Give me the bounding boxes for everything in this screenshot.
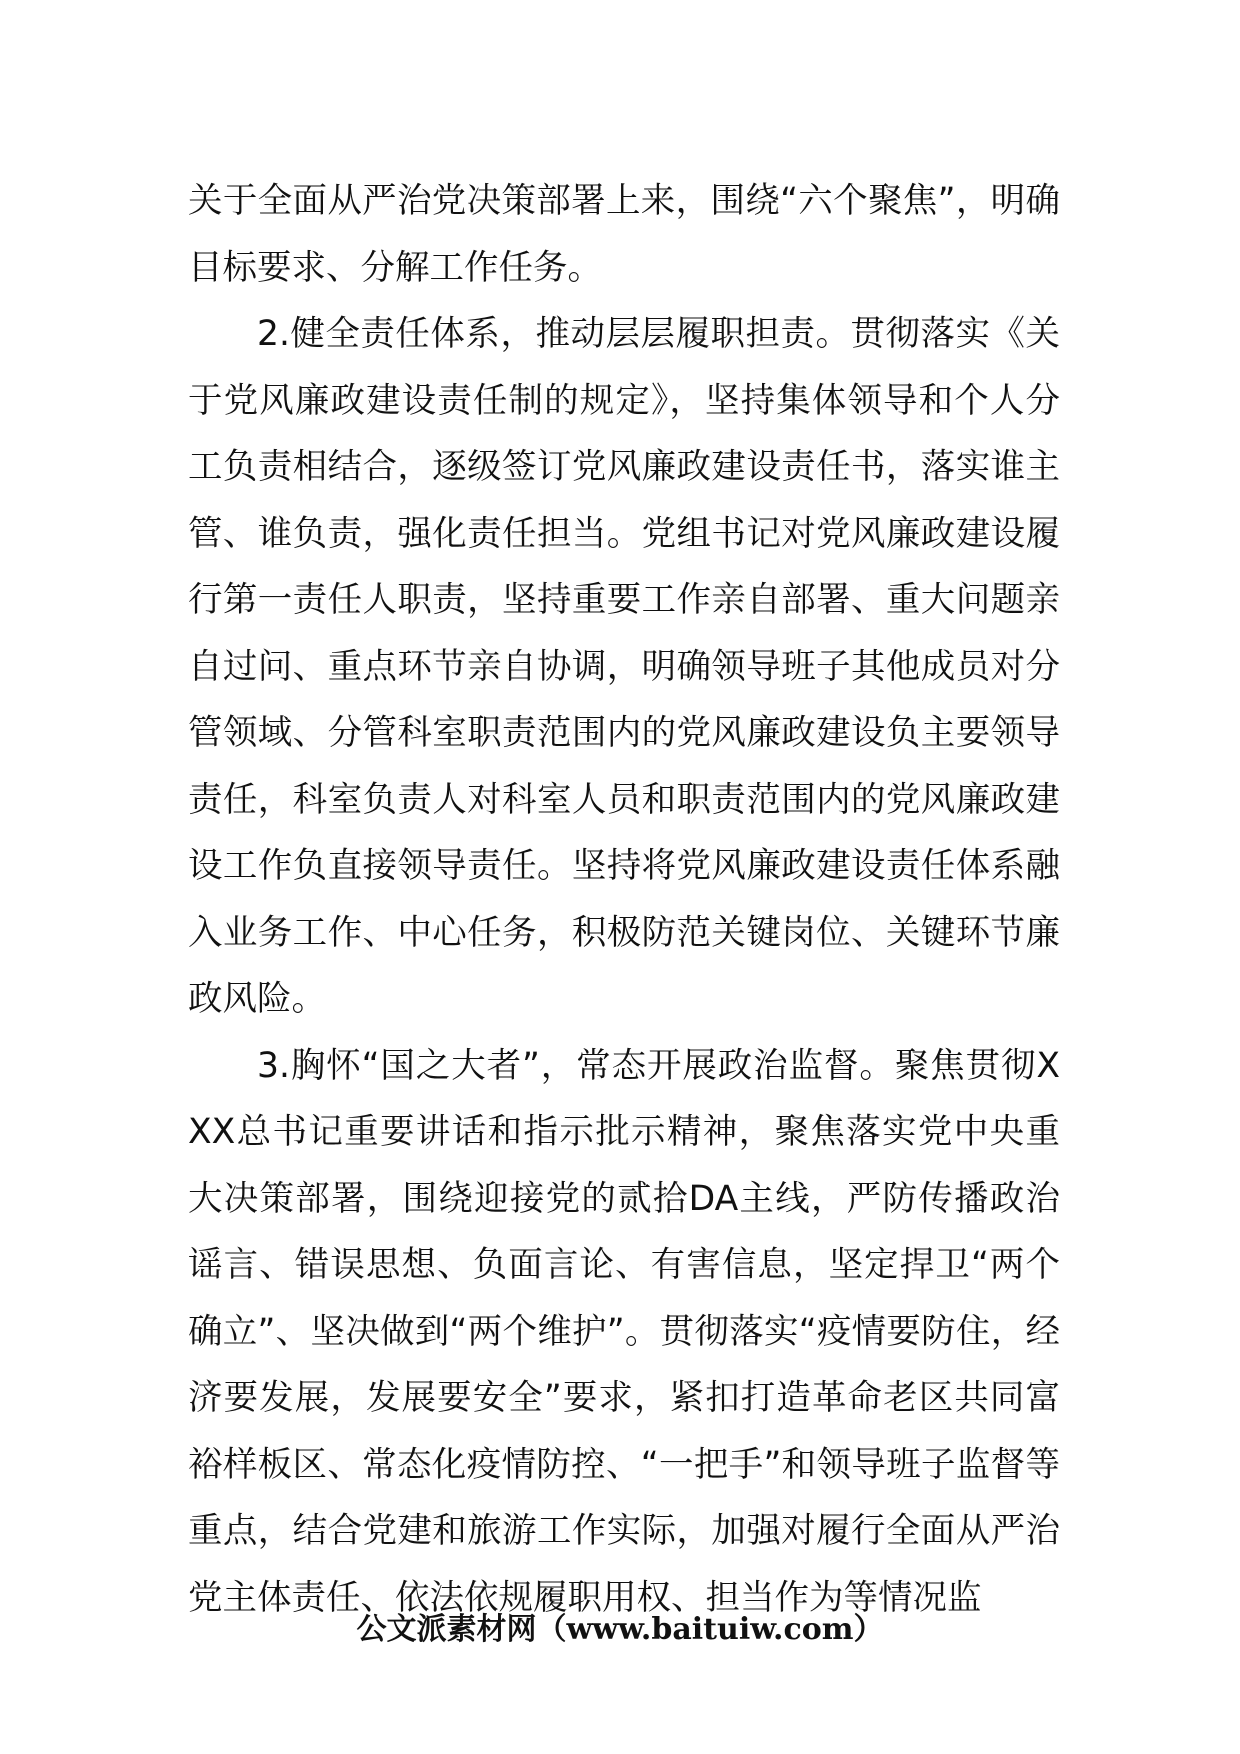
document-body [188, 168, 1060, 1631]
paragraph-1: 关于全面从严治党决策部署上来，围绕“六个聚焦”，明确目标要求、分解工作任务。 [188, 181, 1060, 288]
paragraph-2: 2.健全责任体系，推动层层履职担责。贯彻落实《关于党风廉政建设责任制的规定》，坚持集体领导和个人分工负责相结合，逐级签订党风廉政建设责任书，落实谁主管、谁负责，强化责任担当。党组书记对党风廉政建设履行第一责任人职责，坚持重要工作亲自部署、重大问题亲自过问、重点环节亲自协调，明确领导班子其他成员对分管领域、分管科室职责范围内的党风廉政建设负主要领导责任，科室负责人对科室人员和职责范围内的党风廉政建设工作负直接领导责任。坚持将党风廉政建设责任体系融入业务工作、中心任务，积极防范关键岗位、关键环节廉政风险。 [188, 314, 1060, 1019]
footer-watermark: 公文派素材网（www.baituiw.com） [356, 1612, 884, 1647]
paragraph-3: 3.胸怀“国之大者”，常态开展政治监督。聚焦贯彻XXX总书记重要讲话和指示批示精神，聚焦落实党中央重大决策部署，围绕迎接党的贰拾DA主线，严防传播政治谣言、错误思想、负面言论、有害信息，坚定捍卫“两个确立”、坚决做到“两个维护”。贯彻落实“疫情要防住，经济要发展，发展要安全”要求，紧扣打造革命老区共同富裕样板区、常态化疫情防控、“一把手”和领导班子监督等重点，结合党建和旅游工作实际，加强对履行全面从严治党主体责任、依法依规履职用权、担当作为等情况监 [188, 1045, 1060, 1618]
